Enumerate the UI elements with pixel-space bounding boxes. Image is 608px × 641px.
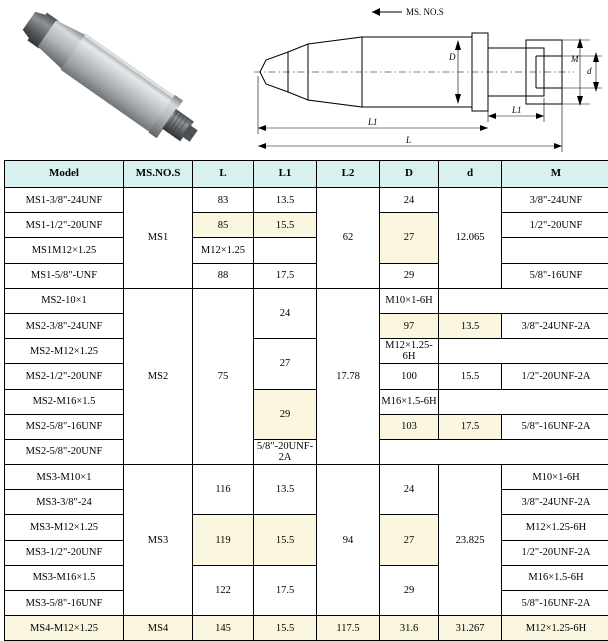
cell-model: MS2-1/2"-20UNF xyxy=(5,364,124,389)
table-row xyxy=(5,339,608,364)
col-header-model: Model xyxy=(5,161,124,188)
cell-small-d: 23.825 xyxy=(439,465,502,616)
cell-l1: 15.5 xyxy=(439,364,502,389)
cell-m: M16×1.5-6H xyxy=(380,389,439,414)
cell-m: M10×1-6H xyxy=(380,288,439,313)
cell-m: 1/2"-20UNF-2A xyxy=(502,364,608,389)
cell-d: 29 xyxy=(254,389,317,439)
specification-table xyxy=(4,160,608,641)
cell-m: 1/2"-20UNF-2A xyxy=(502,540,608,565)
cell-l1: 17.5 xyxy=(254,263,317,288)
dim-L1-label: L1 xyxy=(511,105,522,115)
cell-model: MS1-3/8"-24UNF xyxy=(5,188,124,213)
cell-msnos: MS3 xyxy=(124,465,193,616)
cell-l: 145 xyxy=(193,616,254,641)
technical-drawing xyxy=(230,0,606,160)
cell-m: 5/8"-20UNF-2A xyxy=(254,439,317,464)
cell-l: 119 xyxy=(193,515,254,565)
table-row xyxy=(5,565,608,590)
cell-d: 29 xyxy=(380,565,439,615)
cell-small-d: 31.267 xyxy=(439,616,502,641)
cell-l: 97 xyxy=(380,313,439,338)
cell-m: M10×1-6H xyxy=(502,465,608,490)
cell-model: MS2-5/8"-20UNF xyxy=(5,439,124,464)
cell-l1: 15.5 xyxy=(254,213,317,238)
cell-l2: 75 xyxy=(193,288,254,464)
cell-m: 3/8"-24UNF xyxy=(502,188,608,213)
product-photo xyxy=(4,6,226,156)
cell-l1: 15.5 xyxy=(254,515,317,565)
cell-l: 122 xyxy=(193,565,254,615)
cell-l1: 15.5 xyxy=(254,616,317,641)
cell-small-d: 12.065 xyxy=(439,188,502,289)
cell-model: MS3-M12×1.25 xyxy=(5,515,124,540)
col-header-m: M xyxy=(502,161,608,188)
cell-l1: 13.5 xyxy=(439,313,502,338)
col-header-l2: L2 xyxy=(317,161,380,188)
cell-model: MS3-3/8"-24 xyxy=(5,490,124,515)
cell-model: MS2-3/8"-24UNF xyxy=(5,313,124,338)
col-header-l: L xyxy=(193,161,254,188)
cell-m: 5/8"-16UNF-2A xyxy=(502,414,608,439)
cell-model: MS2-M12×1.25 xyxy=(5,339,124,364)
cell-l1: 17.5 xyxy=(439,414,502,439)
cell-l: 85 xyxy=(193,213,254,238)
cell-model: MS1-5/8"-UNF xyxy=(5,263,124,288)
cell-model: MS3-1/2"-20UNF xyxy=(5,540,124,565)
col-header-d: D xyxy=(380,161,439,188)
cell-model: MS4-M12×1.25 xyxy=(5,616,124,641)
cell-m: 1/2"-20UNF xyxy=(502,213,608,238)
cell-l2: 62 xyxy=(317,188,380,289)
cell-l: 88 xyxy=(193,263,254,288)
table-row xyxy=(5,515,608,540)
cell-l1: 13.5 xyxy=(254,188,317,213)
cell-msnos: MS1 xyxy=(124,188,193,289)
cell-d: 27 xyxy=(254,339,317,389)
cell-m: 3/8"-24UNF-2A xyxy=(502,490,608,515)
cell-l1: 13.5 xyxy=(254,465,317,515)
cell-l: 83 xyxy=(193,188,254,213)
cell-m: M12×1.25 xyxy=(193,238,254,263)
cell-l: 100 xyxy=(380,364,439,389)
cell-model: MS2-10×1 xyxy=(5,288,124,313)
cell-l2: 117.5 xyxy=(317,616,380,641)
cell-d: 24 xyxy=(380,465,439,515)
table-body xyxy=(5,188,608,641)
cell-l: 103 xyxy=(380,414,439,439)
cell-model: MS1M12×1.25 xyxy=(5,238,124,263)
cell-d: 31.6 xyxy=(380,616,439,641)
cell-msnos: MS2 xyxy=(124,288,193,464)
cell-model: MS2-5/8"-16UNF xyxy=(5,414,124,439)
table-row xyxy=(5,465,608,490)
cell-model: MS3-5/8"-16UNF xyxy=(5,591,124,616)
cell-m: M12×1.25-6H xyxy=(502,616,608,641)
dim-D-label: D xyxy=(448,52,456,62)
cell-d: 27 xyxy=(380,213,439,263)
cell-model: MS3-M16×1.5 xyxy=(5,565,124,590)
table-row xyxy=(5,188,608,213)
cell-d: 27 xyxy=(380,515,439,565)
table-row xyxy=(5,213,608,238)
cell-msnos: MS4 xyxy=(124,616,193,641)
cell-l2: 94 xyxy=(317,465,380,616)
callout-label: MS. NO.S xyxy=(406,7,444,17)
cell-l1: 17.5 xyxy=(254,565,317,615)
table-row xyxy=(5,616,608,641)
cell-m: M12×1.25-6H xyxy=(380,339,439,364)
table-row xyxy=(5,238,608,263)
table-row xyxy=(5,389,608,414)
table-row xyxy=(5,288,608,313)
cell-model: MS2-M16×1.5 xyxy=(5,389,124,414)
table-row xyxy=(5,439,608,464)
cell-m: 5/8"-16UNF-2A xyxy=(502,591,608,616)
cell-small-d: 17.78 xyxy=(317,288,380,464)
cell-m: 5/8"-16UNF xyxy=(502,263,608,288)
cell-m: 3/8"-24UNF-2A xyxy=(502,313,608,338)
dim-M-label: M xyxy=(570,54,579,64)
cell-d: 29 xyxy=(380,263,439,288)
cell-model: MS3-M10×1 xyxy=(5,465,124,490)
cell-m: M12×1.25-6H xyxy=(502,515,608,540)
dim-L-label: L xyxy=(405,135,411,145)
cell-d: 24 xyxy=(380,188,439,213)
col-header-l1: L1 xyxy=(254,161,317,188)
illustration-area xyxy=(0,0,608,160)
table-row xyxy=(5,263,608,288)
col-header-msnos: MS.NO.S xyxy=(124,161,193,188)
col-header-small-d: d xyxy=(439,161,502,188)
table-header-row xyxy=(5,161,608,188)
dim-L2-label: L1 xyxy=(367,117,378,127)
cell-l: 116 xyxy=(193,465,254,515)
cell-m: M16×1.5-6H xyxy=(502,565,608,590)
dim-d-label: d xyxy=(587,66,592,76)
cell-d: 24 xyxy=(254,288,317,338)
cell-model: MS1-1/2"-20UNF xyxy=(5,213,124,238)
